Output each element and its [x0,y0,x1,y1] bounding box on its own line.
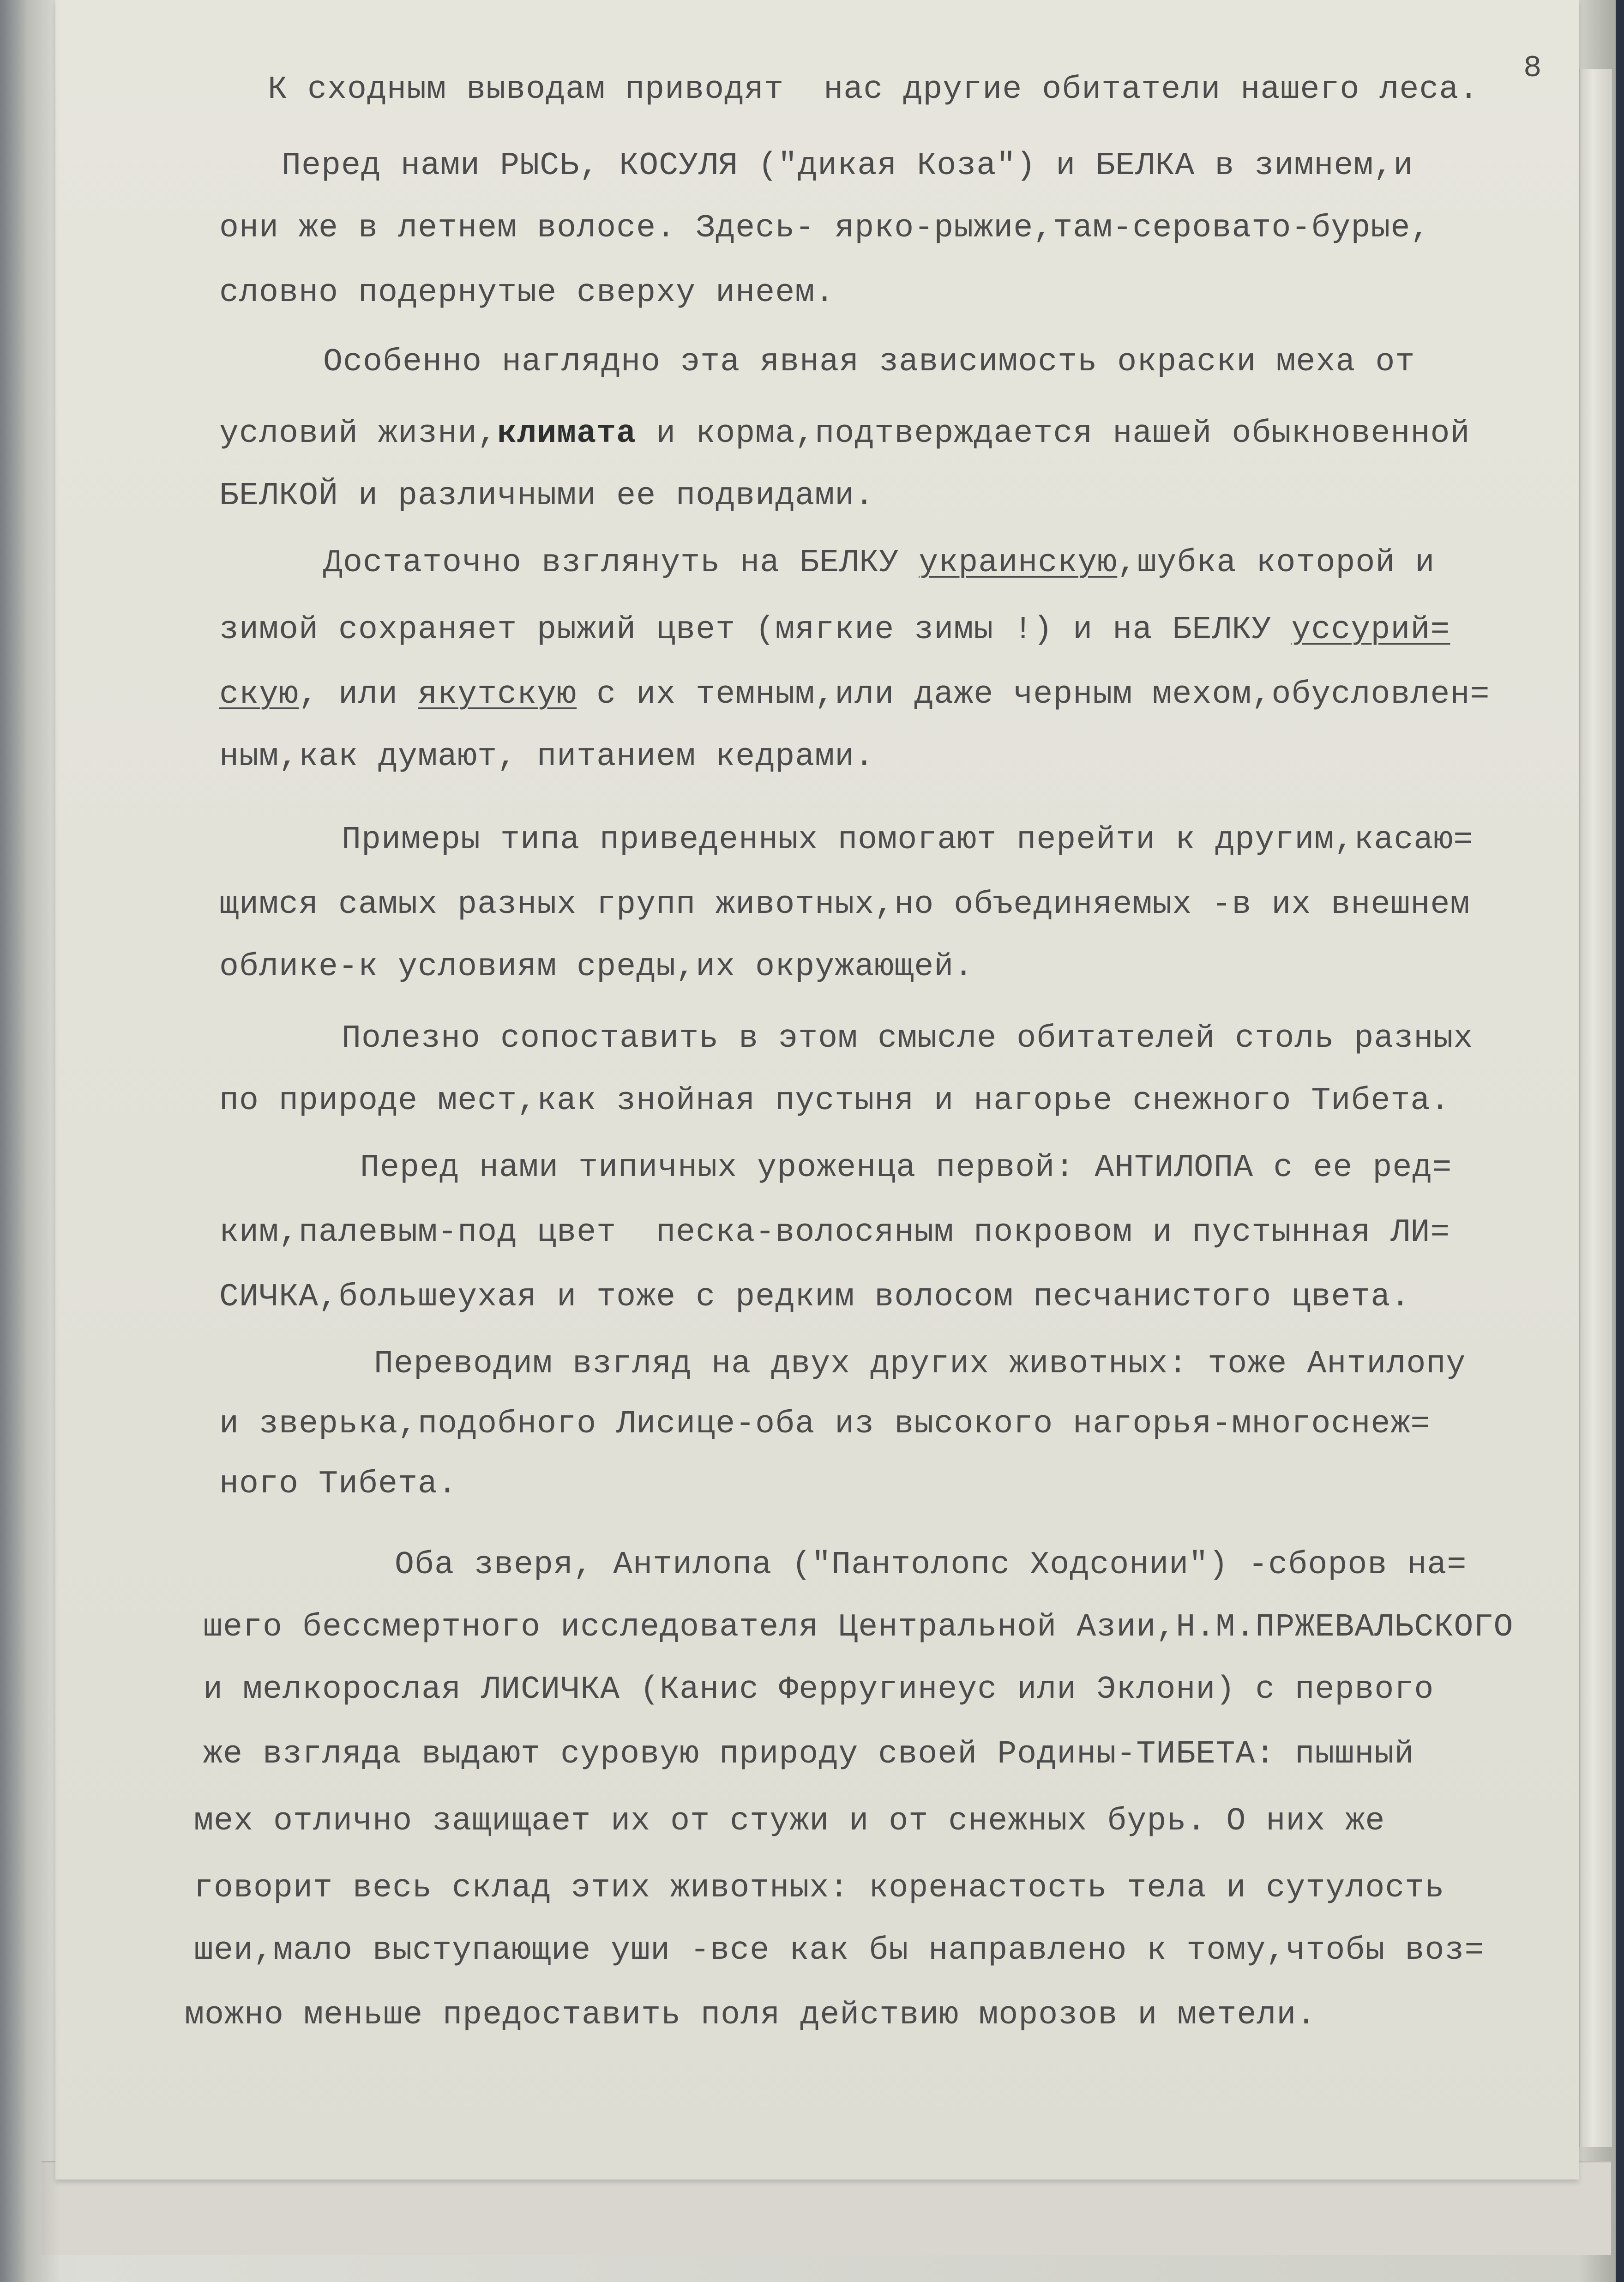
text-line: ного Тибета. [219,1466,458,1503]
text-line [219,413,1470,455]
sheet-right-edge [1579,69,1612,2147]
text-line: Оба зверя, Антилопа ("Пантолопс Ходсонии") -сборов на= [395,1547,1467,1583]
text-line: Примеры типа приведенных помогают перейти к другим,касаю= [342,822,1474,858]
text-span: условий жизни, [219,416,498,452]
text-line: БЕЛКОЙ и различными ее подвидами. [219,478,875,514]
text-bold: климата [497,416,637,452]
text-span: и корма,подтверждается нашей обыкновенной [636,416,1470,452]
text-line: ным,как думают, питанием кедрами. [219,739,875,775]
text-line: и зверька,подобного Лисице-оба из высокого нагорья-многоснеж= [219,1406,1431,1443]
text-line: можно меньше предоставить поля действию морозов и метели. [185,1997,1317,2034]
text-span: ,шубка которой и [1117,545,1435,581]
text-span: Достаточно взглянуть на БЕЛКУ [323,545,919,581]
underlined-word: скую [219,676,299,713]
text-line: щимся самых разных групп животных,но объединяемых -в их внешнем [219,887,1470,923]
text-line: Перед нами РЫСЬ, КОСУЛЯ ("дикая Коза") и БЕЛКА в зимнем,и [282,148,1413,184]
text-line: Особенно наглядно эта явная зависимость окраски меха от [323,344,1415,380]
text-line: мех отлично защищает их от стужи и от снежных бурь. О них же [194,1803,1385,1840]
text-line: ким,палевым-под цвет песка-волосяным покровом и пустынная ЛИ= [219,1214,1450,1251]
text-line: Переводим взгляд на двух других животных: тоже Антилопу [374,1346,1466,1382]
text-line: К сходным выводам приводят нас другие обитатели нашего леса. [268,72,1479,108]
binding-shadow [0,0,60,2282]
underlined-word: украинскую [919,545,1118,581]
text-line: Полезно сопоставить в этом смысле обитателей столь разных [342,1020,1474,1057]
text-line: шего бессмертного исследователя Центральной Азии,Н.М.ПРЖЕВАЛЬСКОГО [203,1609,1514,1646]
text-line: по природе мест,как знойная пустыня и нагорье снежного Тибета. [219,1083,1450,1119]
text-line: говорит весь склад этих животных: коренастость тела и сутулость [194,1870,1445,1907]
text-line: они же в летнем волосе. Здесь- ярко-рыжие,там-серовато-бурые, [219,210,1431,247]
text-span: с их темным,или даже черным мехом,обусловлен= [577,676,1490,713]
text-line: шеи,мало выступающие уши -все как бы направлено к тому,чтобы воз= [194,1932,1485,1969]
text-line: словно подернутые сверху инеем. [219,275,835,311]
text-line: СИЧКА,большеухая и тоже с редким волосом песчанистого цвета. [219,1279,1411,1316]
text-line [219,674,1490,716]
text-span: зимой сохраняет рыжий цвет (мягкие зимы !) и на БЕЛКУ [219,612,1292,648]
underlined-word: якутскую [418,676,577,713]
typewritten-page [55,0,1579,2179]
text-line: Перед нами типичных уроженца первой: АНТИЛОПА с ее ред= [360,1150,1452,1186]
text-line [219,610,1450,651]
underlined-word: уссурий= [1291,612,1450,648]
text-line [323,543,1435,584]
text-line: же взгляда выдают суровую природу своей Родины-ТИБЕТА: пышный [203,1736,1414,1773]
text-span: , или [299,676,418,713]
page-number: 8 [1523,51,1542,85]
text-line: и мелкорослая ЛИСИЧКА (Канис Ферругинеус или Эклони) с первого [203,1672,1434,1708]
text-line: облике-к условиям среды,их окружающей. [219,949,974,985]
